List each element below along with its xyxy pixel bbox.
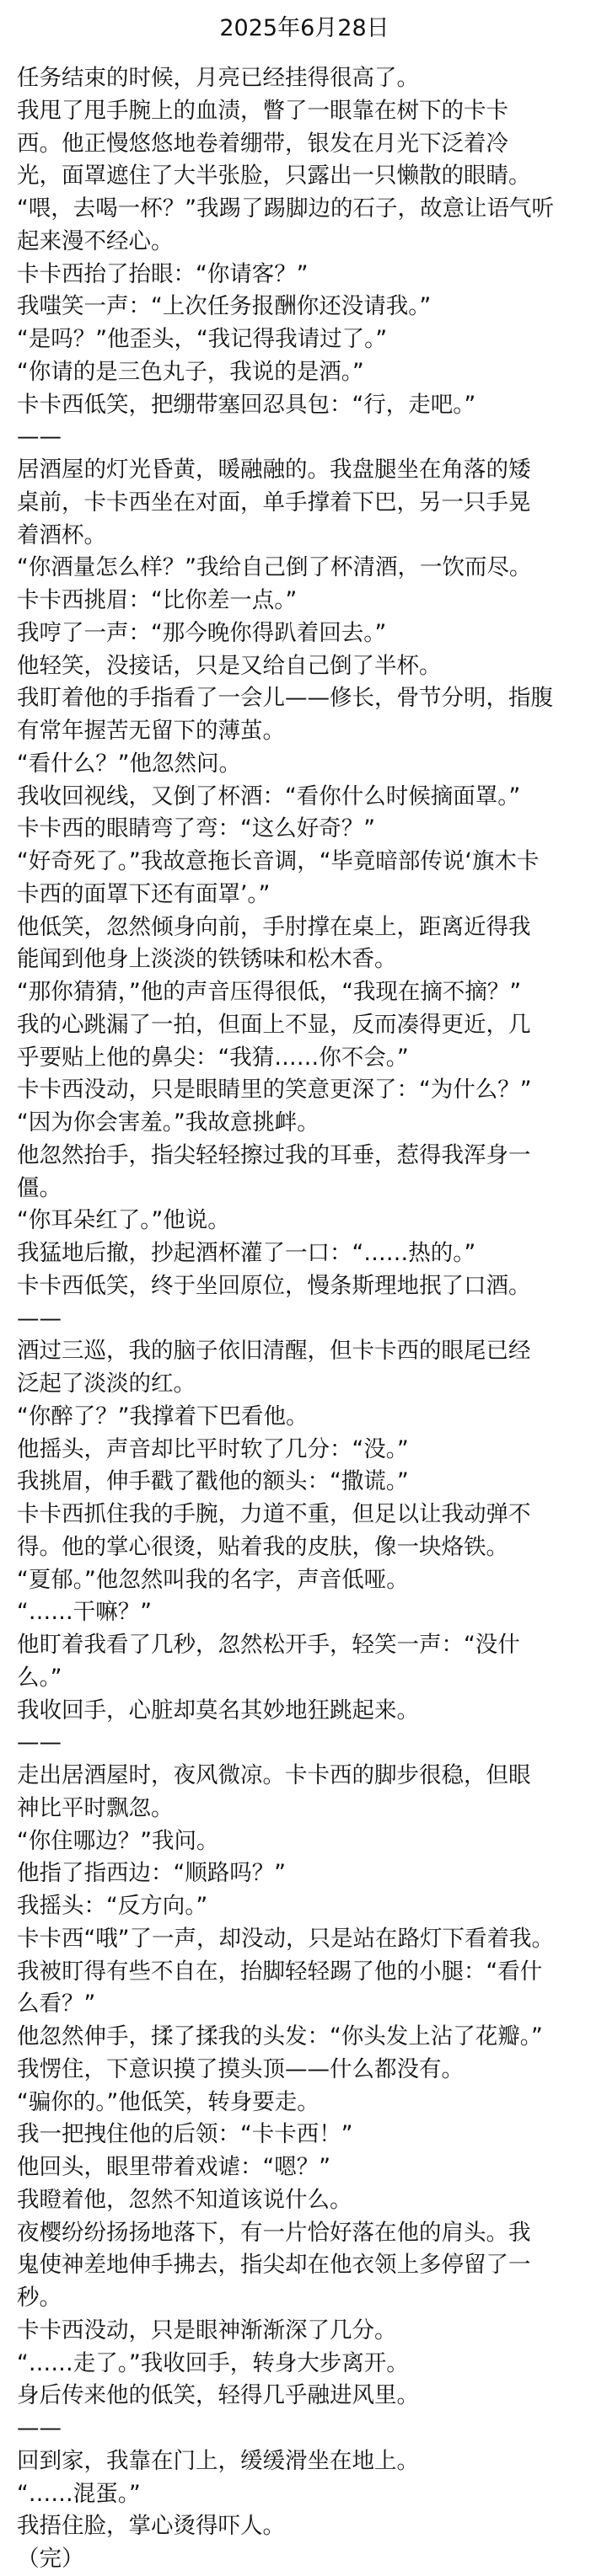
text-line: “好奇死了。”我故意拖长音调，“毕竟暗部传说‘旗木卡 xyxy=(17,848,540,874)
text-line: “……混蛋。” xyxy=(17,2480,141,2507)
text-line: 任务结束的时候，月亮已经挂得很高了。 xyxy=(17,65,419,91)
text-line: 么看？” xyxy=(17,1991,96,2018)
text-line: 他指了指西边：“顺路吗？” xyxy=(17,1860,286,1887)
text-line: “那你猜猜，”他的声音压得很低，“我现在摘不摘？” xyxy=(17,979,522,1005)
text-line: “是吗？”他歪头，“我记得我请过了。” xyxy=(17,326,388,352)
text-line: 卡卡西没动，只是眼神渐渐深了几分。 xyxy=(17,2317,397,2344)
text-line: （完） xyxy=(17,2546,84,2572)
text-line: 卡卡西抬了抬眼：“你请客？” xyxy=(17,260,309,287)
text-line: 我嗤笑一声：“上次任务报酬你还没请我。” xyxy=(17,293,432,320)
text-line: 我一把拽住他的后领：“卡卡西！” xyxy=(17,2121,353,2148)
text-line: 得。他的掌心很烫，贴着我的皮肤，像一块烙铁。 xyxy=(17,1533,508,1560)
text-line: —— xyxy=(17,424,62,451)
text-line: —— xyxy=(17,1729,62,1756)
text-line: 桌前，卡卡西坐在对面，单手撑着下巴，另一只手晃 xyxy=(17,489,531,516)
text-line: “……干嘛？” xyxy=(17,1599,152,1626)
text-line: —— xyxy=(17,2415,62,2441)
text-line: 我的心跳漏了一拍，但面上不显，反而凑得更近，几 xyxy=(17,1011,531,1038)
text-line: “你耳朵红了。”他说。 xyxy=(17,1207,230,1234)
text-line: 泛起了淡淡的红。 xyxy=(17,1371,196,1397)
text-line: 着酒杯。 xyxy=(17,521,106,548)
text-line: 夜樱纷纷扬扬地落下，有一片恰好落在他的肩头。我 xyxy=(17,2219,531,2246)
text-line: 乎要贴上他的鼻尖：“我猜……你不会。” xyxy=(17,1044,409,1071)
text-line: “看什么？”他忽然问。 xyxy=(17,750,241,777)
text-line: 他摇头，声音却比平时软了几分：“没。” xyxy=(17,1435,409,1462)
text-line: 我捂住脸，掌心烫得吓人。 xyxy=(17,2513,285,2540)
text-line: 他忽然伸手，揉了揉我的头发：“你头发上沾了花瓣。” xyxy=(17,2023,543,2050)
text-line: 西。他正慢悠悠地卷着绷带，银发在月光下泛着冷 xyxy=(17,130,508,157)
text-line: “夏郁。”他忽然叫我的名字，声音低哑。 xyxy=(17,1566,409,1593)
text-line: “你住哪边？”我问。 xyxy=(17,1827,219,1854)
text-line: 我猛地后撤，抄起酒杯灌了一口：“……热的。” xyxy=(17,1240,476,1266)
text-line: 我被盯得有些不自在，抬脚轻轻踢了他的小腿：“看什 xyxy=(17,1958,543,1985)
text-line: 起来漫不经心。 xyxy=(17,227,174,254)
text-line: “……走了。”我收回手，转身大步离开。 xyxy=(17,2349,409,2376)
text-line: 回到家，我靠在门上，缓缓滑坐在地上。 xyxy=(17,2447,419,2474)
text-line: 居酒屋的灯光昏黄，暖融融的。我盘腿坐在角落的矮 xyxy=(17,457,531,483)
text-line: “你酒量怎么样？”我给自己倒了杯清酒，一饮而尽。 xyxy=(17,554,532,581)
text-line: “骗你的。”他低笑，转身要走。 xyxy=(17,2088,320,2115)
text-line: 我摇头：“反方向。” xyxy=(17,1893,208,1919)
text-line: 卡卡西低笑，把绷带塞回忍具包：“行，走吧。” xyxy=(17,391,476,418)
text-line: 身后传来他的低笑，轻得几乎融进风里。 xyxy=(17,2382,419,2409)
text-line: 卡西的面罩下还有面罩’。” xyxy=(17,880,271,907)
text-line: 我甩了甩手腕上的血渍，瞥了一眼靠在树下的卡卡 xyxy=(17,97,508,124)
text-line: 秒。 xyxy=(17,2285,62,2311)
text-line: 鬼使神差地伸手拂去，指尖却在他衣领上多停留了一 xyxy=(17,2252,531,2279)
text-line: 我瞪着他，忽然不知道该说什么。 xyxy=(17,2186,352,2213)
text-line: 我愣住，下意识摸了摸头顶——什么都没有。 xyxy=(17,2055,464,2082)
text-line: 我挑眉，伸手戳了戳他的额头：“撒谎。” xyxy=(17,1468,409,1495)
text-line: 卡卡西低笑，终于坐回原位，慢条斯理地抿了口酒。 xyxy=(17,1272,531,1299)
text-line: —— xyxy=(17,1305,62,1332)
text-line: 卡卡西挑眉：“比你差一点。” xyxy=(17,587,298,613)
text-line: 他回头，眼里带着戏谑：“嗯？” xyxy=(17,2154,330,2180)
text-line: 我哼了一声：“那今晚你得趴着回去。” xyxy=(17,619,387,646)
text-line: 我盯着他的手指看了一会儿——修长，骨节分明，指腹 xyxy=(17,685,553,712)
document-date: 2025年6月28日 xyxy=(219,15,389,41)
text-line: 卡卡西没动，只是眼睛里的笑意更深了：“为什么？” xyxy=(17,1077,532,1104)
text-line: 能闻到他身上淡淡的铁锈味和松木香。 xyxy=(17,946,397,973)
story-body xyxy=(17,62,592,2576)
text-line: 有常年握苦无留下的薄茧。 xyxy=(17,718,285,744)
text-line: “你请的是三色丸子，我说的是酒。” xyxy=(17,358,364,385)
text-line: 他盯着我看了几秒，忽然松开手，轻笑一声：“没什 xyxy=(17,1632,520,1658)
text-line: “因为你会害羞。”我故意挑衅。 xyxy=(17,1109,320,1136)
text-line: 神比平时飘忽。 xyxy=(17,1794,174,1821)
text-line: 卡卡西抓住我的手腕，力道不重，但足以让我动弹不 xyxy=(17,1501,531,1527)
text-line: 我收回视线，又倒了杯酒：“看你什么时候摘面罩。” xyxy=(17,783,521,810)
text-line: 我收回手，心脏却莫名其妙地狂跳起来。 xyxy=(17,1697,419,1724)
text-line: “你醉了？”我撑着下巴看他。 xyxy=(17,1403,309,1430)
text-line: 他轻笑，没接话，只是又给自己倒了半杯。 xyxy=(17,652,442,679)
text-line: 僵。 xyxy=(17,1174,62,1201)
text-line: “喂，去喝一杯？”我踢了踢脚边的石子，故意让语气听 xyxy=(17,195,554,222)
text-line: 光，面罩遮住了大半张脸，只露出一只懒散的眼睛。 xyxy=(17,163,531,190)
text-line: 卡卡西“哦”了一声，却没动，只是站在路灯下看着我。 xyxy=(17,1925,554,1952)
text-line: 他低笑，忽然倾身向前，手肘撑在桌上，距离近得我 xyxy=(17,913,531,940)
text-line: 酒过三巡，我的脑子依旧清醒，但卡卡西的眼尾已经 xyxy=(17,1338,531,1365)
text-line: 卡卡西的眼睛弯了弯：“这么好奇？” xyxy=(17,815,375,842)
text-line: 么。” xyxy=(17,1664,62,1691)
text-line: 他忽然抬手，指尖轻轻擦过我的耳垂，惹得我浑身一 xyxy=(17,1141,531,1168)
text-line: 走出居酒屋时，夜风微凉。卡卡西的脚步很稳，但眼 xyxy=(17,1762,531,1788)
